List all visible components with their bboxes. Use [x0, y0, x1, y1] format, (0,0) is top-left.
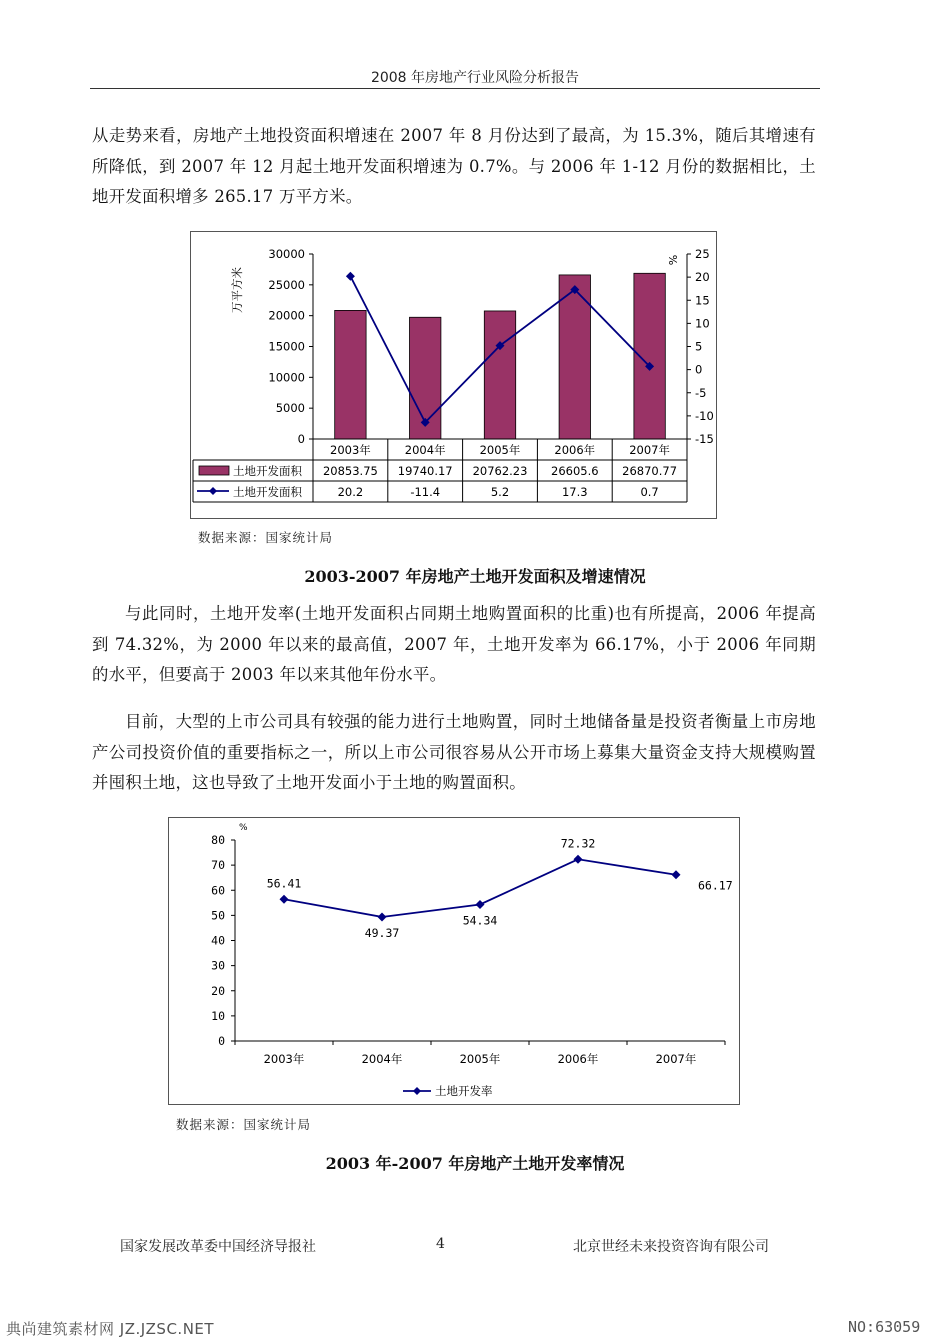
chart2-rate-point	[672, 870, 681, 879]
chart1-right-tick-label: -10	[695, 408, 714, 423]
footer-publisher: 国家发展改革委中国经济导报社	[120, 1239, 316, 1255]
chart1-bar-value-label: 20762.23	[472, 464, 528, 478]
chart2-y-tick-label: 50	[211, 908, 225, 923]
chart1-data-table	[193, 439, 687, 502]
chart2-legend-label: 土地开发率	[435, 1084, 493, 1098]
chart1-category-label: 2005年	[479, 443, 521, 457]
chart1-right-tick-label: 20	[695, 270, 710, 285]
chart1-category-label: 2006年	[554, 443, 596, 457]
chart1-legend-bar-swatch	[199, 466, 229, 475]
chart1-bars	[335, 273, 666, 439]
chart1-legend-line-label: 土地开发面积	[233, 485, 302, 499]
chart2-rate-line	[267, 836, 733, 940]
chart1-growth-value-label: 5.2	[490, 485, 510, 499]
chart1-growth-value-label: -11.4	[410, 485, 441, 499]
chart1-right-tick-label: 25	[695, 247, 710, 261]
chart1-legend-bar-label: 土地开发面积	[233, 464, 302, 478]
paragraph-listed-companies: 目前，大型的上市公司具有较强的能力进行土地购置，同时土地储备量是投资者衡量上市房地产公司投资价值的重要指标之一，所以上市公司很容易从公开市场上募集大量资金支持大规模购置并囤积土地，这也导致了土地开发面小于土地的购置面积。	[92, 712, 816, 792]
chart2-y-tick-label: 20	[211, 983, 225, 998]
chart2-y-axis-title: %	[239, 823, 248, 833]
chart1-left-tick-label: 5000	[275, 401, 305, 416]
chart1-left-tick-label: 0	[297, 432, 305, 446]
chart2-rate-value-label: 56.41	[266, 876, 302, 891]
chart2-rate-value-label: 49.37	[364, 925, 400, 940]
chart1-right-tick-label: -15	[695, 432, 714, 446]
chart2-legend-marker	[413, 1087, 421, 1095]
chart-development-rate	[168, 817, 740, 1105]
chart-development-rate-svg	[169, 818, 739, 1104]
chart2-category-label: 2003年	[263, 1052, 305, 1066]
chart1-left-tick-label: 20000	[268, 308, 305, 323]
chart1-left-axis-title: 万平方米	[230, 267, 244, 313]
chart2-y-tick-label: 70	[211, 858, 225, 873]
chart1-right-tick-label: 15	[695, 293, 710, 308]
chart2-category-label: 2006年	[557, 1052, 599, 1066]
chart2-rate-point	[574, 855, 583, 864]
footer-company: 北京世经未来投资咨询有限公司	[573, 1239, 769, 1255]
chart1-growth-value-label: 17.3	[561, 485, 588, 499]
chart1-bar	[335, 310, 366, 439]
chart2-rate-point	[476, 900, 485, 909]
chart2-category-label: 2005年	[459, 1052, 501, 1066]
chart2-axes	[211, 823, 725, 1066]
chart1-right-axis-title: %	[666, 254, 679, 266]
chart1-right-tick-label: 5	[695, 339, 703, 354]
chart2-rate-point	[378, 912, 387, 921]
chart1-source: 数据来源：国家统计局	[198, 530, 334, 545]
chart2-y-tick-label: 60	[211, 883, 225, 898]
chart2-y-tick-label: 10	[211, 1008, 225, 1023]
watermark-site: 典尚建筑素材网 JZ.JZSC.NET	[6, 1320, 215, 1338]
chart1-left-tick-label: 30000	[268, 247, 305, 261]
chart2-rate-point	[280, 895, 289, 904]
chart1-right-tick-label: 10	[695, 316, 710, 331]
chart2-source: 数据来源：国家统计局	[176, 1117, 312, 1132]
chart1-legend-line-marker	[209, 487, 217, 495]
running-header: 2008 年房地产行业风险分析报告	[370, 70, 580, 86]
chart2-legend	[403, 1084, 493, 1098]
chart2-rate-value-label: 54.34	[462, 913, 498, 928]
chart1-category-label: 2007年	[629, 443, 670, 457]
chart2-y-tick-label: 0	[218, 1034, 225, 1048]
chart2-rate-value-label: 72.32	[560, 836, 596, 851]
chart-area-growth	[190, 231, 717, 519]
chart2-caption: 2003 年-2007 年房地产土地开发率情况	[325, 1154, 625, 1173]
chart1-category-label: 2003年	[330, 443, 371, 457]
chart2-y-tick-label: 40	[211, 933, 225, 948]
chart1-left-tick-label: 15000	[268, 339, 305, 354]
chart2-y-tick-label: 80	[211, 833, 225, 847]
chart1-bar	[559, 275, 590, 439]
chart1-right-tick-label: -5	[695, 385, 707, 400]
chart1-left-tick-label: 10000	[268, 370, 305, 385]
chart1-growth-value-label: 20.2	[337, 485, 364, 499]
paragraph-trend: 从走势来看，房地产土地投资面积增速在 2007 年 8 月份达到了最高，为 15.3%，随后其增速有所降低，到 2007 年 12 月起土地开发面积增速为 0.7%。与 2006 年 1-12 月份的数据相比，土地开发面积增多 265.17 万平方米。	[92, 126, 816, 206]
chart1-growth-point	[346, 272, 355, 281]
header-rule	[90, 88, 820, 89]
chart1-category-label: 2004年	[404, 443, 446, 457]
chart1-caption: 2003-2007 年房地产土地开发面积及增速情况	[304, 567, 646, 586]
chart1-bar-value-label: 26605.6	[551, 464, 599, 478]
paragraph-development-rate: 与此同时，土地开发率(土地开发面积占同期土地购置面积的比重)也有所提高，2006 年提高到 74.32%，为 2000 年以来的最高值，2007 年，土地开发率为 66.17%，小于 2006 年同期的水平，但要高于 2003 年以来其他年份水平。	[92, 604, 816, 684]
chart1-left-tick-label: 25000	[268, 277, 305, 292]
chart2-rate-value-label: 66.17	[698, 878, 733, 893]
chart2-category-label: 2004年	[361, 1052, 403, 1066]
footer-page-number: 4	[436, 1236, 445, 1252]
watermark-number: NO:63059	[848, 1318, 921, 1336]
chart1-bar	[484, 311, 515, 439]
chart1-right-tick-label: 0	[695, 362, 703, 377]
chart2-y-tick-label: 30	[211, 958, 225, 973]
chart1-growth-value-label: 0.7	[640, 485, 659, 499]
chart1-bar-value-label: 20853.75	[322, 464, 378, 478]
chart1-bar-value-label: 19740.17	[397, 464, 453, 478]
chart-area-growth-svg	[191, 232, 716, 518]
chart1-bar-value-label: 26870.77	[622, 464, 678, 478]
chart2-category-label: 2007年	[655, 1052, 697, 1066]
